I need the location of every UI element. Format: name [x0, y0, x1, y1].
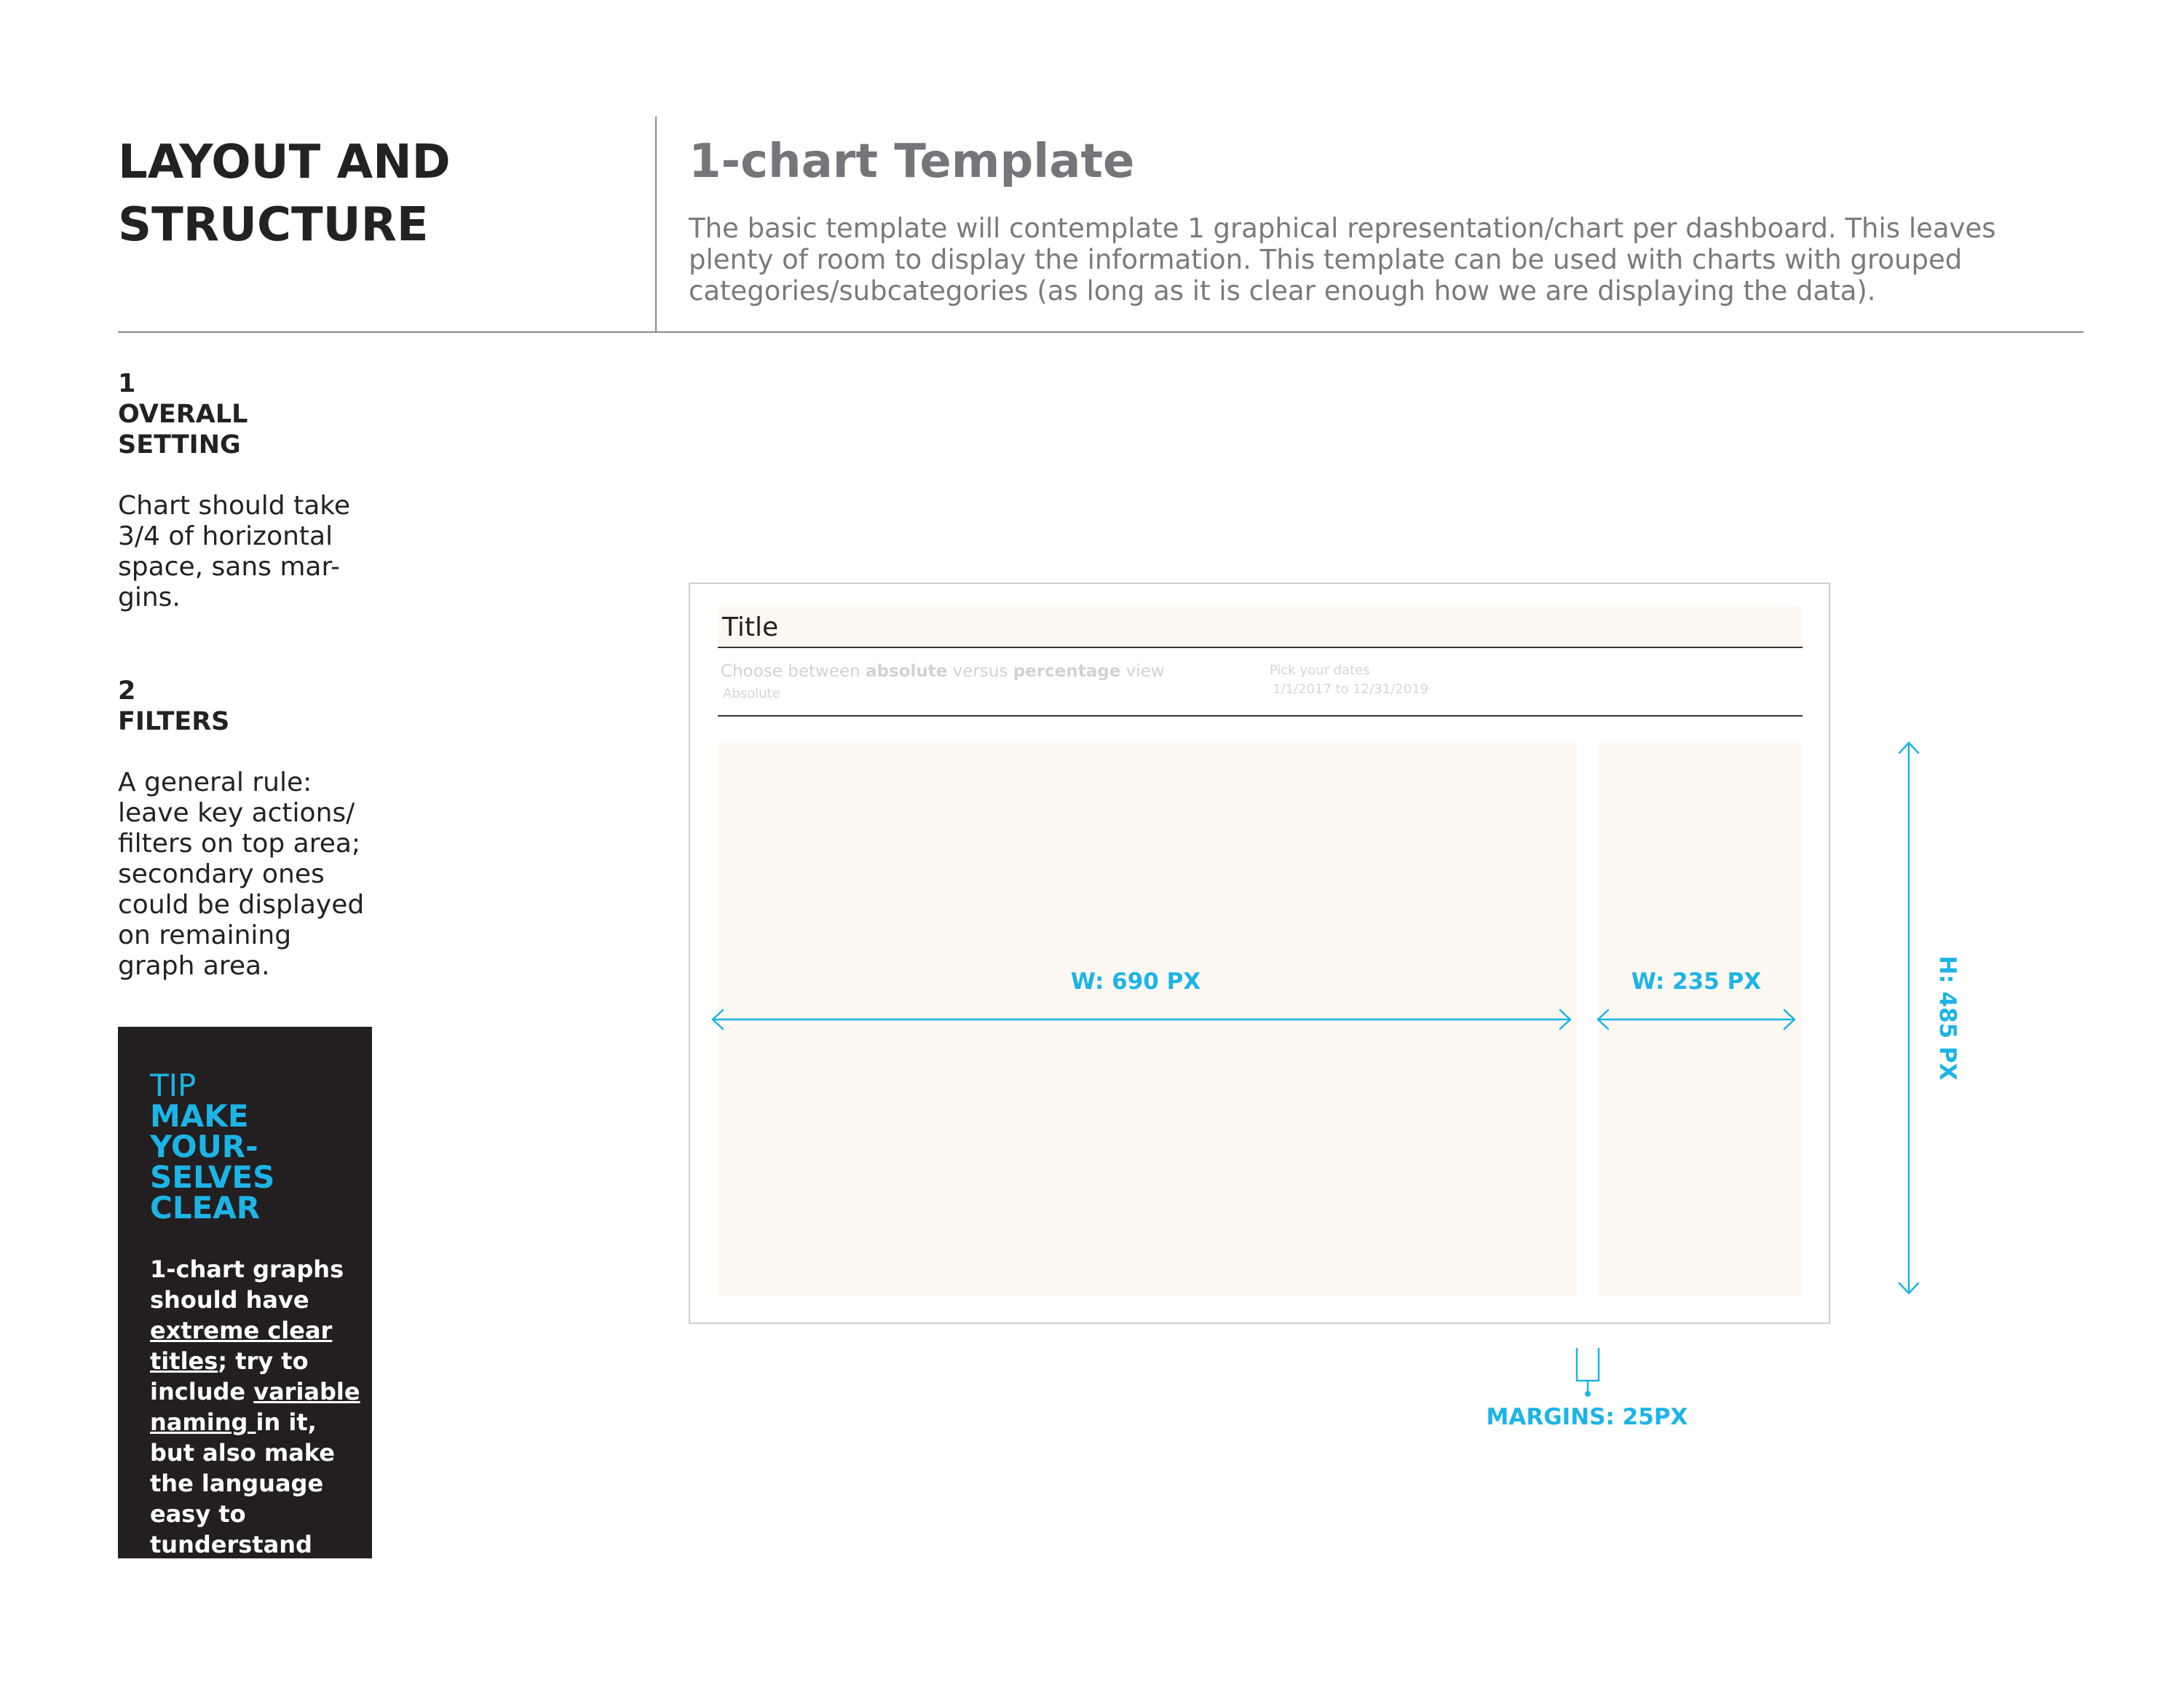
section-body: Chart should take 3/4 of horizontal space, sans mar-gins.	[118, 491, 350, 612]
template-title: 1-chart Template	[689, 135, 1135, 189]
page-heading: LAYOUT AND STRUCTURE	[118, 135, 451, 252]
section-number: 2	[118, 677, 136, 706]
margins-label: MARGINS: 25PX	[1486, 1404, 1688, 1430]
section-number: 1	[118, 369, 136, 398]
section-body: A general rule: leave key actions/ filters on top area; secondary ones could be displayed on remaining graph area.	[118, 768, 365, 981]
tip-body: 1-chart graphs should have extreme clear titles; try to include variable naming in it, but also make the language easy to tunderstand	[150, 1255, 360, 1558]
tip-heading-line: MAKE	[150, 1098, 249, 1134]
mockup-filter-value: Absolute	[723, 686, 780, 701]
section-title: FILTERS	[118, 707, 230, 736]
mockup-date-label: Pick your dates	[1270, 663, 1370, 678]
height-label: H: 485 PX	[1934, 955, 1961, 1081]
tip-heading-line: CLEAR	[150, 1190, 261, 1226]
tip-heading-line: YOUR-	[150, 1129, 258, 1164]
mockup-date-value: 1/1/2017 to 12/31/2019	[1273, 682, 1429, 697]
mockup-title: Title	[722, 612, 779, 642]
tip-heading-line: SELVES	[150, 1159, 275, 1195]
tip-emphasis: extreme clear titles	[150, 1317, 333, 1375]
tip-emphasis: variable naming	[150, 1378, 360, 1436]
section-title: OVERALL SETTING	[118, 400, 248, 460]
template-description: The basic template will contemplate 1 graphical representation/chart per dashboard. This leaves plenty of room to display the information. This template can be used with charts with grouped categories/subcategories (as long as it is clear enough how we are displaying the data).	[689, 213, 1996, 307]
tip-label: TIP	[150, 1068, 197, 1103]
main-width-label: W: 690 PX	[1070, 969, 1201, 995]
mockup-filter-prompt: Choose between absolute versus percentage view	[721, 662, 1165, 681]
side-width-label: W: 235 PX	[1631, 969, 1762, 995]
